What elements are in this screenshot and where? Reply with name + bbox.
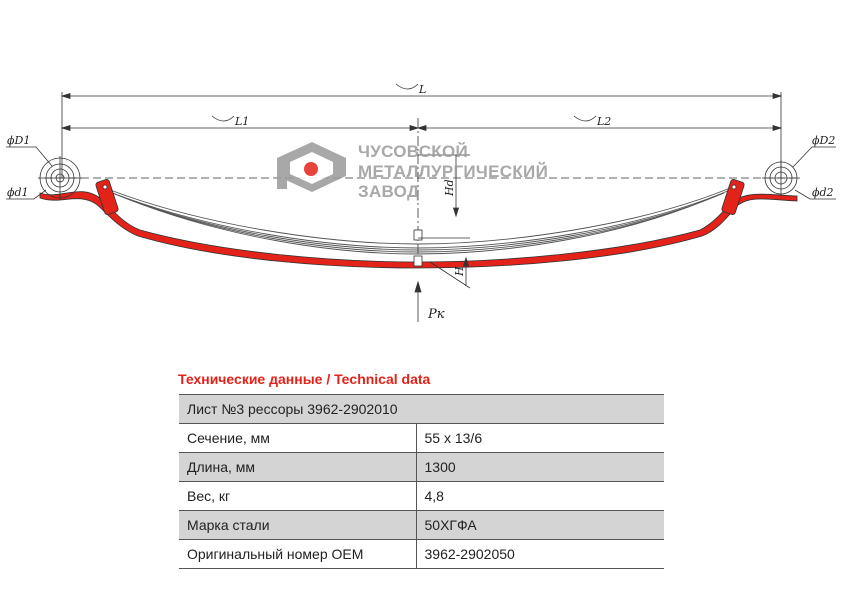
logo-line-1: ЧУСОВСКОЙ [358,142,469,161]
label-h: H [453,266,466,276]
row-value: 50ХГФА [416,511,664,540]
logo-line-3: ЗАВОД [358,182,420,201]
label-pk: Pк [428,307,445,322]
row-value: 55 х 13/6 [416,424,664,453]
label-l2: L2 [597,115,612,128]
label-d1-outer: ϕD1 [7,134,31,147]
logo-line-2: МЕТАЛЛУРГИЧЕСКИЙ [358,162,549,181]
table-header-row [179,395,664,424]
company-logo [277,142,548,201]
row-value: 1300 [416,453,664,482]
table-row [179,424,664,453]
table-row [179,453,664,482]
table-row [179,540,664,569]
label-d2-inner: ϕd2 [812,186,834,199]
dimension-l1-l2 [62,116,781,131]
row-label: Оригинальный номер OEM [179,540,416,569]
table-row [179,482,664,511]
table-row [179,511,664,540]
table-header: Лист №3 рессоры 3962-2902010 [179,395,664,424]
logo-mark-icon [277,142,346,192]
label-d1-inner: ϕd1 [7,186,29,199]
row-label: Марка стали [179,511,416,540]
row-value: 4,8 [416,482,664,511]
row-label: Длина, мм [179,453,416,482]
specs-table [179,394,664,569]
specs-title: Технические данные / Technical data [178,371,431,387]
label-l: L [419,83,427,96]
row-label: Сечение, мм [179,424,416,453]
label-hd: Hd [443,179,456,196]
label-d2-outer: ϕD2 [812,134,836,147]
load-arrow [415,282,421,322]
row-value: 3962-2902050 [416,540,664,569]
row-label: Вес, кг [179,482,416,511]
label-l1: L1 [235,115,250,128]
